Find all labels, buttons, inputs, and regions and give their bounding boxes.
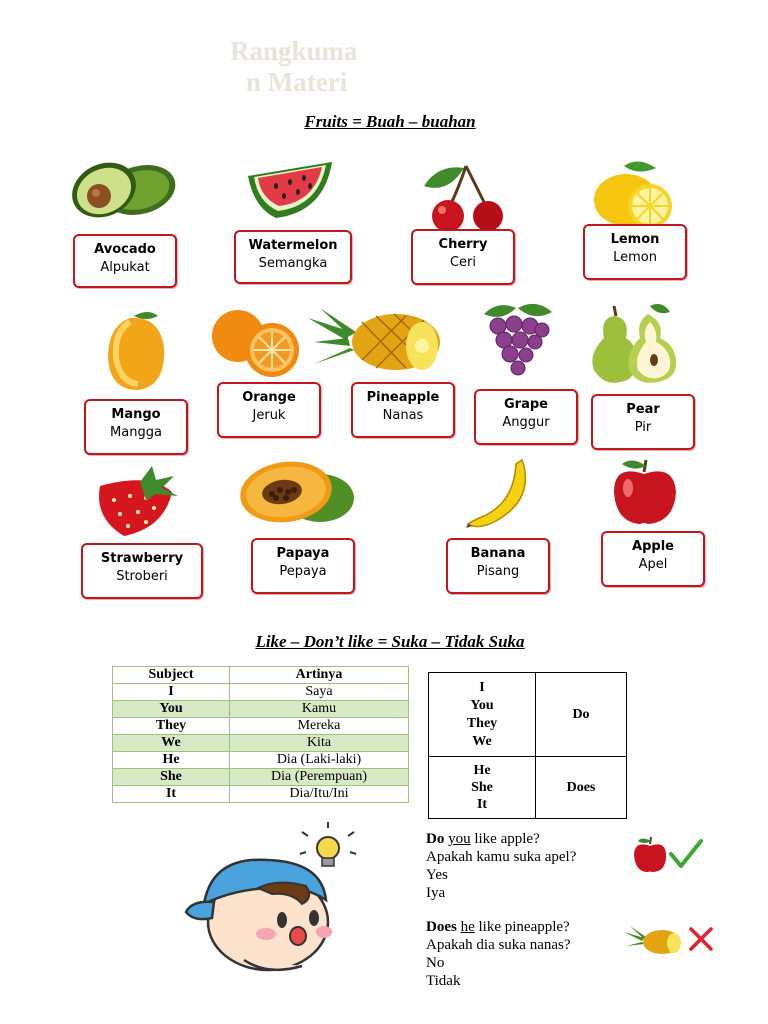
watermelon-icon — [246, 158, 336, 222]
fruit-card-pineapple: Pineapple Nanas — [351, 382, 455, 438]
example-translation: Apakah dia suka nanas? — [426, 937, 571, 953]
example-question: Do you like apple? — [426, 831, 540, 847]
do-subjects-cell: I You They We — [429, 673, 536, 757]
do-does-table — [428, 672, 627, 819]
fruit-card-mango: Mango Mangga — [84, 399, 188, 455]
fruit-card-pear: Pear Pir — [591, 394, 695, 450]
table-row: It Dia/Itu/Ini — [113, 786, 409, 803]
does-row — [429, 757, 627, 819]
table-header: Subject — [113, 667, 230, 684]
fruit-card-lemon: Lemon Lemon — [583, 224, 687, 280]
fruit-card-apple: Apple Apel — [601, 531, 705, 587]
table-header-row — [113, 667, 409, 684]
example-answer: Yes — [426, 867, 448, 883]
example-answer: No — [426, 955, 445, 971]
thinking-boy-illustration — [182, 826, 362, 976]
check-icon — [668, 838, 704, 870]
cross-icon — [688, 926, 714, 952]
table-header: Artinya — [230, 667, 409, 684]
avocado-icon — [68, 154, 183, 224]
strawberry-icon — [90, 466, 182, 540]
apple-icon — [604, 456, 684, 526]
papaya-icon — [240, 456, 356, 526]
table-row: They Mereka — [113, 718, 409, 735]
table-row: You Kamu — [113, 701, 409, 718]
watermark-title: Rangkuma n Materi — [230, 36, 358, 97]
table-row: She Dia (Perempuan) — [113, 769, 409, 786]
pear-icon — [586, 302, 682, 388]
grape-icon — [478, 298, 556, 380]
example-answer-translation: Tidak — [426, 973, 461, 989]
do-row — [429, 673, 627, 757]
fruit-card-orange: Orange Jeruk — [217, 382, 321, 438]
orange-icon — [208, 306, 308, 378]
fruit-card-avocado: Avocado Alpukat — [73, 234, 177, 288]
lightbulb-icon — [300, 822, 356, 866]
cherry-icon — [418, 160, 510, 232]
example-answer-translation: Iya — [426, 885, 446, 901]
do-cell: Do — [536, 673, 627, 757]
does-subjects-cell: He She It — [429, 757, 536, 819]
does-cell: Does — [536, 757, 627, 819]
example-question: Does he like pineapple? — [426, 919, 570, 935]
table-row: He Dia (Laki-laki) — [113, 752, 409, 769]
fruit-card-grape: Grape Anggur — [474, 389, 578, 445]
subject-table — [112, 666, 409, 803]
fruits-heading: Fruits = Buah – buahan — [304, 112, 476, 131]
example-1 — [426, 830, 626, 902]
pineapple-icon — [306, 304, 446, 376]
like-heading: Like – Don’t like = Suka – Tidak Suka — [255, 632, 525, 651]
lemon-icon — [584, 158, 684, 228]
fruit-card-strawberry: Strawberry Stroberi — [81, 543, 203, 599]
example-2 — [426, 918, 636, 990]
fruit-card-banana: Banana Pisang — [446, 538, 550, 594]
fruit-card-papaya: Papaya Pepaya — [251, 538, 355, 594]
banana-icon — [464, 458, 534, 530]
fruit-card-watermelon: Watermelon Semangka — [234, 230, 352, 284]
mango-icon — [100, 304, 172, 394]
table-row: We Kita — [113, 735, 409, 752]
apple-small-icon — [630, 836, 670, 874]
table-row: I Saya — [113, 684, 409, 701]
example-translation: Apakah kamu suka apel? — [426, 849, 577, 865]
fruit-card-cherry: Cherry Ceri — [411, 229, 515, 285]
pineapple-small-icon — [624, 926, 684, 956]
